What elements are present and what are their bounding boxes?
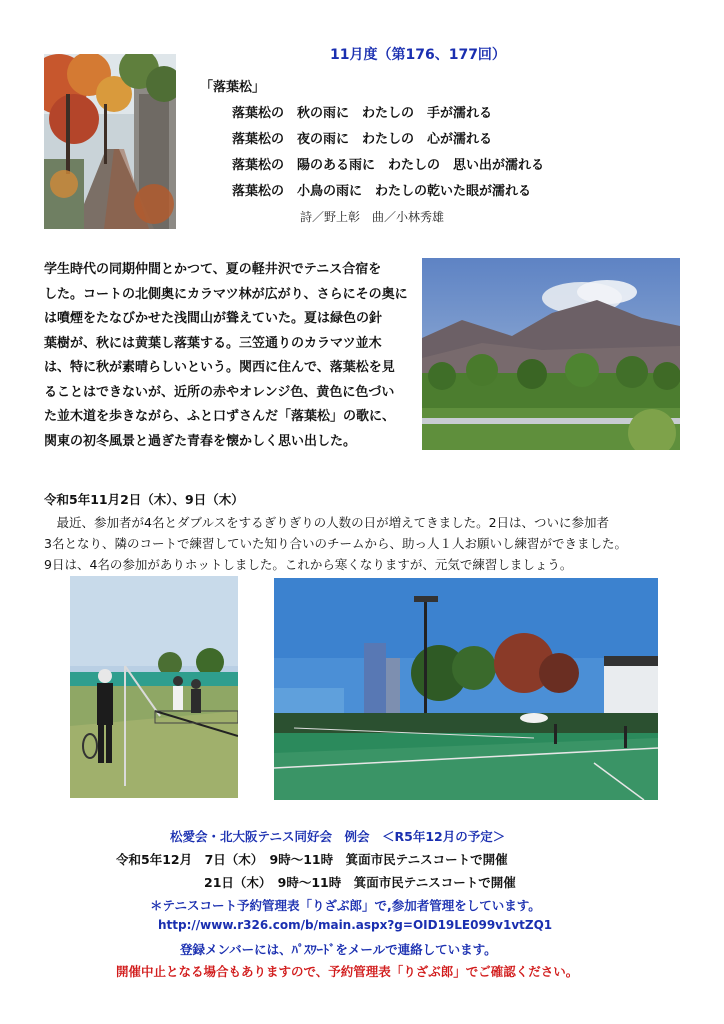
reservation-url-link[interactable]: http://www.r326.com/b/main.aspx?g=OID19LE099v1vtZQ1 (158, 918, 553, 932)
cancellation-warning: 開催中止となる場合もありますので、予約管理表「りざぶ郎」でご確認ください。 (116, 964, 579, 979)
schedule-heading: 松愛会・北大阪テニス同好会 例会 ＜R5年12月の予定＞ (170, 829, 506, 844)
page-title: 11月度（第176、177回） (330, 47, 506, 63)
essay-line: 関東の初冬風景と過ぎた青春を懐かしく思い出した。 (44, 433, 357, 449)
report-text (44, 512, 684, 575)
tennis-court-photo (274, 578, 658, 800)
report-line: 9日は、4名の参加がありホットしました。これから寒くなりますが、元気で練習しましょう。 (44, 557, 573, 572)
essay-line: した。コートの北側奥にカラマツ林が広がり、さらにその奥に (44, 286, 408, 302)
essay-line: た並木道を歩きながら、ふと口ずさんだ「落葉松」の歌に、 (44, 409, 396, 424)
essay-line: ることはできないが、近所の赤やオレンジ色、黄色に色づい (44, 384, 395, 400)
poem-line-1: 落葉松の 秋の雨に わたしの 手が濡れる (232, 106, 493, 121)
essay-line: は噴煙をたなびかせた浅間山が聳えていた。夏は緑色の針 (44, 311, 383, 326)
tennis-players-photo (70, 576, 238, 798)
schedule-line-1: 令和5年12月 7日（木） 9時～11時 箕面市民テニスコートで開催 (116, 852, 508, 867)
schedule-line-2: 21日（木） 9時～11時 箕面市民テニスコートで開催 (204, 875, 516, 890)
poem-credit: 詩／野上彰 曲／小林秀雄 (300, 210, 445, 224)
reservation-notice: ＊テニスコート予約管理表「りざぶ郎」で,参加者管理をしています。 (150, 898, 541, 913)
member-note: 登録メンバーには、ﾊﾟｽﾜｰﾄﾞをメールで連絡しています。 (180, 942, 497, 957)
mountain-photo (422, 258, 680, 450)
essay-line: 葉樹が、秋には黄葉し落葉する。三笠通りのカラマツ並木 (44, 335, 382, 351)
essay-line: は、特に秋が素晴らしいという。関西に住んで、落葉松を見 (44, 360, 395, 375)
report-date-heading: 令和5年11月2日（木）、9日（木） (44, 492, 244, 507)
poem-title: 「落葉松」 (200, 80, 266, 95)
poem-line-3: 落葉松の 陽のある雨に わたしの 思い出が濡れる (232, 158, 545, 173)
essay-text (44, 258, 414, 454)
essay-line: 学生時代の同期仲間とかつて、夏の軽井沢でテニス合宿を (44, 262, 382, 277)
autumn-path-photo (44, 54, 176, 229)
poem-line-4: 落葉松の 小鳥の雨に わたしの乾いた眼が濡れる (232, 184, 532, 199)
report-line: 最近、参加者が4名とダブルスをするぎりぎりの人数の日が増えてきました。2日は、ついに参加者 (44, 515, 610, 530)
report-line: 3名となり、隣のコートで練習していた知り合いのチームから、助っ人１人お願いし練習ができました。 (44, 536, 627, 551)
poem-line-2: 落葉松の 夜の雨に わたしの 心が濡れる (232, 132, 493, 147)
